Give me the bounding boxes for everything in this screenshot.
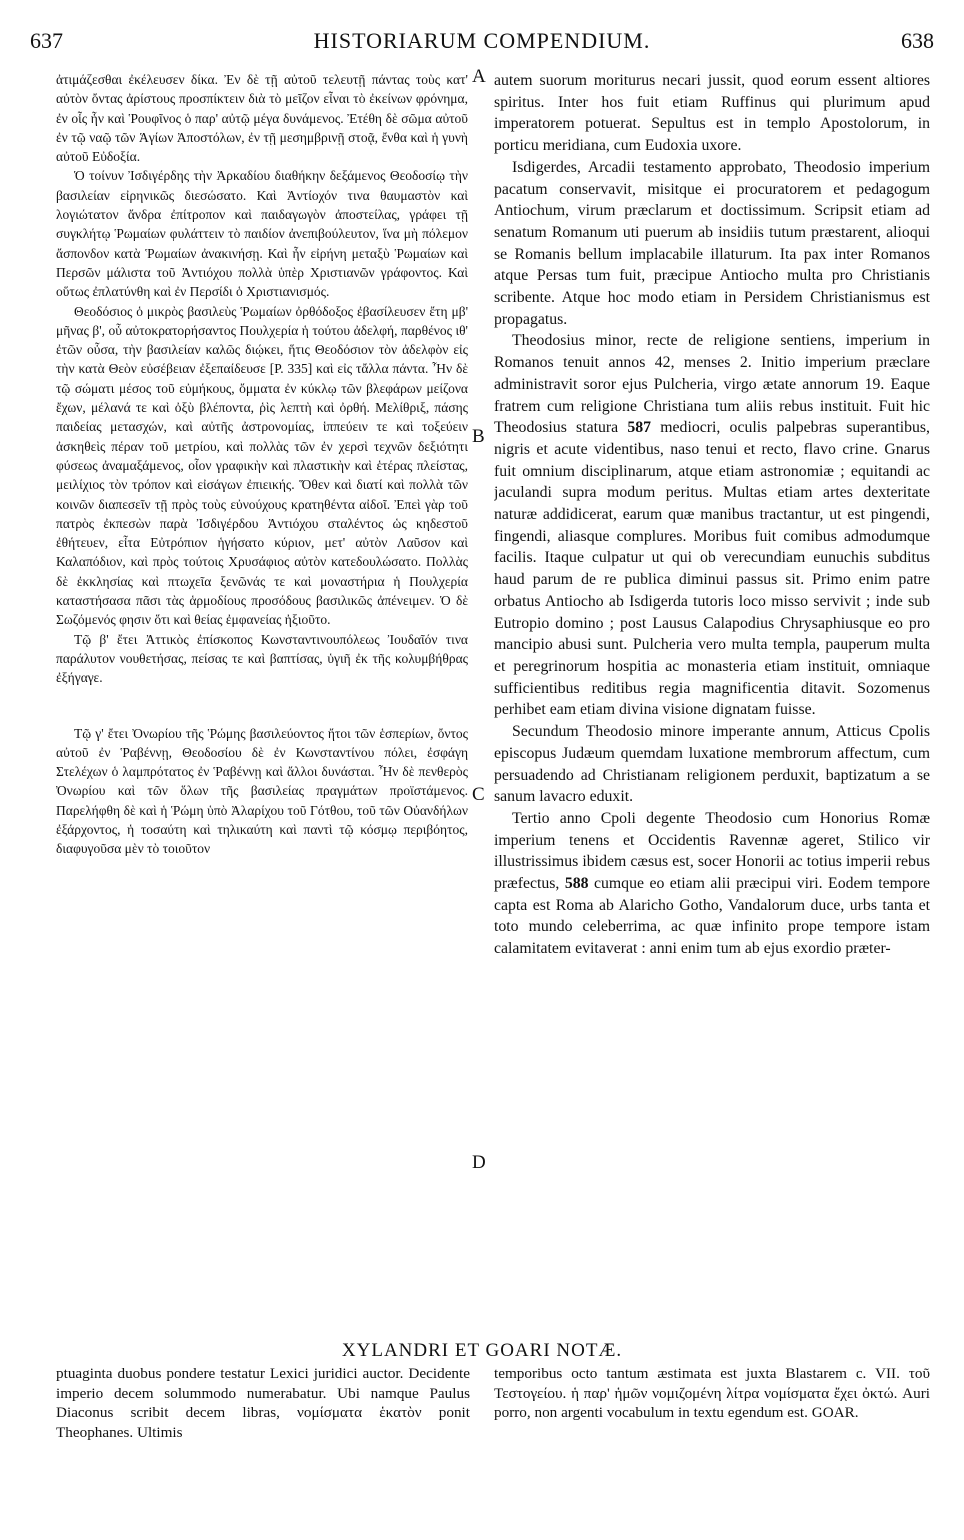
- note-text: temporibus octo tantum æstimata est juxta Blastarem c. VII. τοῦ Τεστογείου. ἡ παρ' ἡμῶν νομιζομένη λίτρα νομίσματα ἔχει ὀκτώ. Auri porro, non argenti vocabulum in textu egendum est. GOAR.: [494, 1365, 930, 1421]
- note-text: ptuaginta duobus pondere testatur Lexici juridici auctor. Decidente imperio decem solummodo numerabatur. Ubi namque Paulus Diaconus scribit decem libras, νομίσματα ἑκατὸν ponit Theophanes. Ultimis: [56, 1365, 470, 1441]
- latin-paragraph: [494, 330, 930, 721]
- page-number-left: 637: [30, 28, 63, 53]
- column-number: 588: [564, 875, 589, 893]
- latin-column: [494, 70, 930, 960]
- latin-paragraph: autem suorum moriturus necari jussit, quod eorum essent altiores spiritus. Inter hos fuit etiam Ruffinus qui plurimum apud imperatorem potuerat. Sepultus est in templo Apostolorum, in porticu meridiana, cum Eudoxia uxore.: [494, 72, 930, 155]
- notes-heading: XYLANDRI ET GOARI NOTÆ.: [341, 1340, 623, 1361]
- margin-marker-b: B: [472, 426, 485, 447]
- latin-text: cumque eo etiam alii præcipui viri. Eodem tempore capta est Roma ab Alaricho Gotho, Vandalorum duce, urbs tanta et toto mundo celeberrima, ac quæ infinito prope tempore istam calamitatem evitaverat : anni enim tum ab ejus exordio præter-: [494, 875, 930, 958]
- greek-paragraph: Τῷ γ' ἔτει Ὀνωρίου τῆς Ῥώμης βασιλεύοντος ἤτοι τῶν ἑσπερίων, ὄντος αὐτοῦ ἐν Ῥαβέννῃ, Θεοδοσίου δὲ ἐν Κωνσταντίνου πόλει, ἐσφάγη Στελέχων ὁ λαμπρότατος ἐν Ῥαβέννῃ καὶ ἄλλοι δυνάσται. Ἦν δὲ πενθερὸς Ὀνωρίου καὶ τῶν ὅλων τῆς βασιλείας πραγμάτων προϊστάμενος. Παρελήφθη δὲ καὶ ἡ Ῥώμη ὑπὸ Ἀλαρίχου τοῦ Γότθου, τοῦ τῶν Οὐανδήλων ἐξάρχοντος, ἡ τοσαύτη καὶ τηλικαύτη καὶ παντὶ τῷ κόσμῳ περιβόητος, διαφυγοῦσα μὲν τὸ τοιοῦτον: [56, 725, 468, 857]
- greek-paragraph: Τῷ β' ἔτει Ἀττικὸς ἐπίσκοπος Κωνσταντινουπόλεως Ἰουδαῖόν τινα παράλυτον νουθετήσας, πείσας τε καὶ βαπτίσας, ὑγιῆ ἐκ τῆς κολυμβήθρας ἐξήγαγε.: [56, 631, 468, 686]
- running-title: HISTORIARUM COMPENDIUM.: [313, 28, 651, 53]
- latin-paragraph: Secundum Theodosio minore imperante annum, Atticus Cpolis episcopus Judæum quemdam luxatione membrorum affectum, cum persuadendo ad Christianam religionem perduxit, baptizatum a se sanum lavacro eduxit.: [494, 723, 930, 806]
- greek-column: [56, 70, 468, 859]
- page-number-right: 638: [901, 28, 934, 53]
- latin-text: Tertio anno Cpoli degente Theodosio cum Honorius Romæ imperium tenens et Occidentis Ravennæ ageret, Stilico vir illustrissimus ibidem cæsus est, socer Honorii ac totius imperii rebus præfectus,: [494, 809, 930, 893]
- latin-paragraph: [494, 808, 930, 960]
- margin-marker-a: A: [472, 66, 486, 87]
- latin-paragraph: Isdigerdes, Arcadii testamento approbato, Theodosio imperium pacatum conservavit, misitque ei procuratorem et pedagogum Antiochum, virum præclarum et doctissimum. Scripsit etiam ad senatum Romanum uti puerum ab insidiis tutum præstarent, alioqui se Romanis bellum implacabile illaturum. Ita pax inter Romanos atque Persas tum fuit, præcipue Antiocho multa pro Christianis scribente. Atque hoc modo etiam in Persidem Christianismus est propagatus.: [494, 158, 930, 328]
- latin-text: Theodosius minor, recte de religione sentiens, imperium in Romanos tenuit annos 42, menses 2. Initio imperium præclare administravit soror ejus Pulcheria, virgo ætate annorum 19. Eaque fratrem cum religione Christiana tum aliis rebus instituit. Fuit hic Theodosius statura: [494, 332, 930, 437]
- column-number: 587: [627, 419, 652, 437]
- greek-paragraph: Ὁ τοίνυν Ἰσδιγέρδης τὴν Ἀρκαδίου διαθήκην δεξάμενος Θεοδοσίῳ τὴν βασιλείαν εἰρηνικῶς διεσώσατο. Καὶ Ἀντίοχόν τινα θαυμαστὸν καὶ λογιώτατον ἄνδρα ἐπίτροπον καὶ παιδαγωγὸν ἀποστείλας, γράφει τῇ συγκλήτῳ Ῥωμαίων φυλάττειν τὸ παιδίον ἀνεπιβούλευτον, ἵνα μὴ πόλεμον ἄσπονδον κατὰ Ῥωμαίων ἀνακινήσῃ. Καὶ ἦν εἰρήνη μεταξὺ Ῥωμαίων καὶ Περσῶν μάλιστα τοῦ Ἀντιόχου πολλὰ ὑπὲρ Χριστιανῶν γράφοντος. Καὶ οὕτως ἐπλατύνθη καὶ ἐν Περσίδι ὁ Χριστιανισμός.: [56, 168, 468, 300]
- notes-left-column: [56, 1364, 470, 1462]
- paragraph-gap: [56, 688, 468, 724]
- latin-text: mediocri, oculis palpebras superantibus, nigris et acute videntibus, naso tenui et recto, flavo crine. Gnarus fuit omnium disciplinarum, atque etiam astronomiæ ; equitandi ac jaculandi supra modum peritus. Multas etiam artes dexteritate naturæ addidicerat, earum quæ manibus tractantur, ut est pingendi, fingendi, aliasque complures. Moribus fuit comibus admodumque facilis. Itaque culpatur ut qui ob verecundiam eunuchis subditus haud parum de re publica diminui passus sit. Primo enim patre orbatus Antiocho ab Isdigerda tutoris loco misso servivit ; inde sub Eutropio domino ; post Lausus Calapodius Chrysaphiusque eo pro mancipio abusi sunt. Pulcheria vero multa templa, pauperum multa et peregrinorum hospitia ac monasteria etiam instituit, omniaque sufficientibus reditibus regia magnificentia ditavit. Sozomenus perhibet eam etiam divina visione dignatam fuisse.: [494, 419, 930, 719]
- margin-marker-c: C: [472, 784, 485, 805]
- notes-right-column: [494, 1364, 930, 1462]
- greek-paragraph: Θεοδόσιος ὁ μικρὸς βασιλεὺς Ῥωμαίων ὀρθόδοξος ἐβασίλευσεν ἔτη μβ' μῆνας β', οὗ αὐτοκρατορήσαντος Πουλχερία ἡ τούτου ἀδελφή, παρθένος ιθ' ἐτῶν οὖσα, τὴν βασιλείαν καλῶς διῴκει, ἥτις Θεοδόσιον τὸν ἀδελφὸν εἰς τὴν κατὰ Θεὸν εὐσέβειαν ἐξεπαίδευσε [P. 335] καὶ εἰς τἄλλα πάντα. Ἦν δὲ τῷ σώματι μέσος τοῦ εὐμήκους, ὄμματα ἐν κύκλῳ τῶν βλεφάρων μείζονα ἔχων, μέλανά τε καὶ ὀξὺ βλέποντα, ῥὶς λεπτὴ καὶ ὀρθή. Μελίθριξ, πάσης παιδείας μετασχών, καὶ αὐτῆς ἀστρονομίας, ἱππεύειν τε καὶ τοξεύειν ἀσκηθεὶς πέραν τοῦ μετρίου, καὶ πολλὰς τῶν ἐν χερσὶ τεχνῶν δεξιότητι φύσεως ἀναμαξάμενος, οἷον γραφικὴν καὶ πλαστικὴν καὶ ἑτέρας πλείστας, μειλίχιος τὸν τρόπον καὶ εἰσάγων ἐπιεικής. Ὅθεν καὶ διατί καὶ πολλὰ τῶν κοινῶν διαπεσεῖν τῇ πρὸς τοὺς εὐνούχους κρατηθέντα αἰδοῖ. Ἐπεὶ γὰρ τοῦ πατρὸς ἐκπεσὼν παρὰ Ἰσδιγέρδου Ἀντιόχου σταλέντος ὡς κηδεστοῦ ἐθήτευεν, εἶτα Εὐτρόπιον ἡγήσατο κύριον, μετ' αὐτὸν Λαῦσον καὶ Καλαπόδιον, καὶ πρὸς τούτοις Χρυσάφιος αὐτὸν κατεδουλώσατο. Πολλὰς δὲ ἐκκλησίας καὶ πτωχεῖα ξενῶνάς τε καὶ μοναστήρια ἡ Πουλχερία καταστήσασα πᾶσι τὰς ἁρμοδίους προσόδους βασιλικῶς ἀπένειμεν. Ὁ δὲ Σωζόμενός φησιν ὅτι καὶ θείας ἐμφανείας ἠξιοῦτο.: [56, 303, 468, 628]
- greek-paragraph: ἀτιμάζεσθαι ἐκέλευσεν δίκα. Ἐν δὲ τῇ αὐτοῦ τελευτῇ πάντας τοὺς κατ' αὐτὸν ὄντας ἀρίστους προσπίκτειν διὰ τὸ μεῖζον εἶναι τὸ ἐκείνων φρόνημα, ἐν οἷς ἦν καὶ Ῥουφῖνος ὁ παρ' αὐτῷ μέγα δυνάμενος. Ἐτέθη δὲ σῶμα αὐτοῦ ἐν τῷ ναῷ τῶν Ἁγίων Ἀποστόλων, ἐν τῇ μεσημβρινῇ στοᾷ, ἔνθα καὶ ἡ γυνὴ αὐτοῦ Εὐδοξία.: [56, 72, 468, 165]
- running-header: [30, 28, 934, 58]
- margin-marker-d: D: [472, 1152, 486, 1173]
